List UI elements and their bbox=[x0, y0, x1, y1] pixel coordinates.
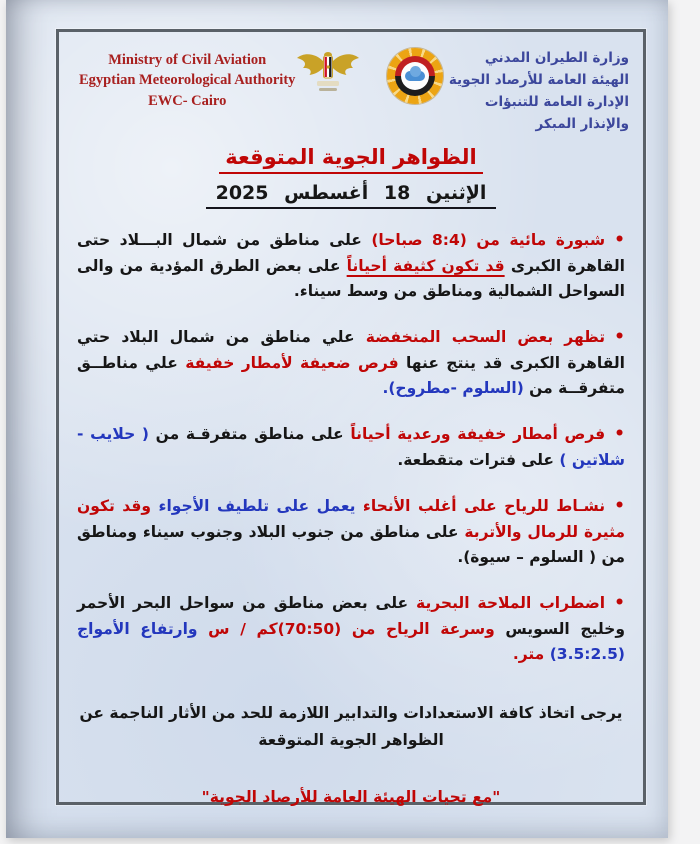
header-arabic-line: الإدارة العامة للتنبؤات والإنذار المبكر bbox=[484, 93, 629, 132]
text-segment: اضطراب الملاحة البحرية bbox=[416, 594, 606, 613]
bullet-item bbox=[77, 590, 625, 666]
text-segment: شبورة مائية من (8:4 صباحا) bbox=[371, 231, 606, 250]
bullet-dot-icon: • bbox=[614, 496, 625, 517]
document-paper bbox=[6, 0, 668, 838]
meteorological-authority-sun-logo-icon bbox=[387, 48, 443, 104]
text-segment: علي مناطــق متفرقــة من bbox=[77, 354, 625, 397]
title-block bbox=[73, 145, 629, 209]
bullet-item bbox=[77, 227, 625, 303]
document-date: الإثنين 18 أغسطس 2025 bbox=[206, 180, 497, 209]
text-segment: على مناطق من شمال البـــلاد حتى القاهرة الكبرى bbox=[77, 231, 625, 276]
text-segment: على فترات متقطعة. bbox=[397, 450, 560, 469]
text-segment: (السلوم -مطروح). bbox=[382, 378, 524, 397]
bullet-dot-icon: • bbox=[614, 327, 625, 348]
text-segment: ( حلايب - شلاتين ) bbox=[77, 425, 625, 469]
document-header bbox=[73, 44, 629, 135]
header-english-line: Egyptian Meteorological Authority bbox=[79, 72, 296, 89]
ema-logo-ring bbox=[395, 56, 435, 96]
bullet-item bbox=[77, 421, 625, 472]
text-segment: فرص ضعيفة لأمطار خفيفة bbox=[185, 354, 399, 373]
text-segment: على بعض مناطق من سواحل البحر الأحمر وخليج السويس bbox=[77, 594, 625, 639]
text-segment: يعمل على تلطيف الأجواء bbox=[158, 497, 356, 516]
text-segment: فرص أمطار خفيفة ورعدية أحياناً bbox=[350, 425, 606, 444]
header-arabic-line: وزارة الطيران المدني bbox=[484, 50, 629, 66]
bullet-item bbox=[77, 493, 625, 569]
footer-note-line: يرجى اتخاذ كافة الاستعدادات والتدابير اللازمة للحد من الأثار الناجمة عن bbox=[79, 704, 623, 723]
text-segment: علي مناطق من شمال البلاد حتي القاهرة الكبرى قد ينتج عنها bbox=[77, 328, 625, 373]
document-border-frame bbox=[56, 29, 646, 805]
text-segment: على مناطق من جنوب البلاد وجنوب سيناء ومناطق من ( السلوم – سيوة). bbox=[77, 523, 625, 566]
header-english-line: Ministry of Civil Aviation bbox=[108, 52, 267, 68]
bullet-dot-icon: • bbox=[614, 593, 625, 614]
civil-aviation-wings-logo-icon bbox=[295, 48, 361, 106]
header-english-line: EWC- Cairo bbox=[148, 92, 227, 109]
text-segment: متر. bbox=[512, 644, 550, 663]
header-logos bbox=[295, 44, 443, 106]
bullet-list bbox=[73, 227, 629, 666]
bullet-item bbox=[77, 324, 625, 400]
text-segment bbox=[151, 497, 159, 515]
text-segment: على مناطق متفرقـة من bbox=[149, 425, 351, 444]
header-arabic-line: الهيئة العامة للأرصاد الجوية bbox=[448, 71, 629, 88]
page-title: الظواهر الجوية المتوقعة bbox=[219, 145, 482, 174]
text-segment: تظهر بعض السحب المنخفضة bbox=[365, 328, 606, 347]
text-segment: وسرعة الرياح من (70:50)كم / س bbox=[197, 620, 495, 639]
text-segment: نشـاط للرياح على أغلب الأنحاء bbox=[355, 497, 606, 516]
text-segment: وقد تكون مثيرة للرمال والأتربة bbox=[77, 497, 625, 542]
text-segment: على بعض الطرق المؤدية من والى السواحل الشمالية ومناطق من وسط سيناء. bbox=[77, 257, 625, 300]
bullet-dot-icon: • bbox=[614, 424, 626, 445]
bullet-dot-icon: • bbox=[614, 230, 625, 251]
ema-logo-core bbox=[401, 62, 429, 90]
text-segment: وارتفاع الأمواج (3.5:2.5) bbox=[77, 620, 625, 663]
header-english-block bbox=[73, 44, 295, 111]
cloud-icon bbox=[405, 71, 425, 81]
text-segment: قد تكون كثيفة أحياناً bbox=[346, 257, 505, 276]
footer-note-line: الظواهر الجوية المتوقعة bbox=[258, 731, 444, 750]
footer-greeting: "مع تحيات الهيئة العامة للأرصاد الجوية" bbox=[201, 788, 501, 807]
footer-note bbox=[73, 700, 629, 754]
header-arabic-block bbox=[443, 44, 629, 135]
